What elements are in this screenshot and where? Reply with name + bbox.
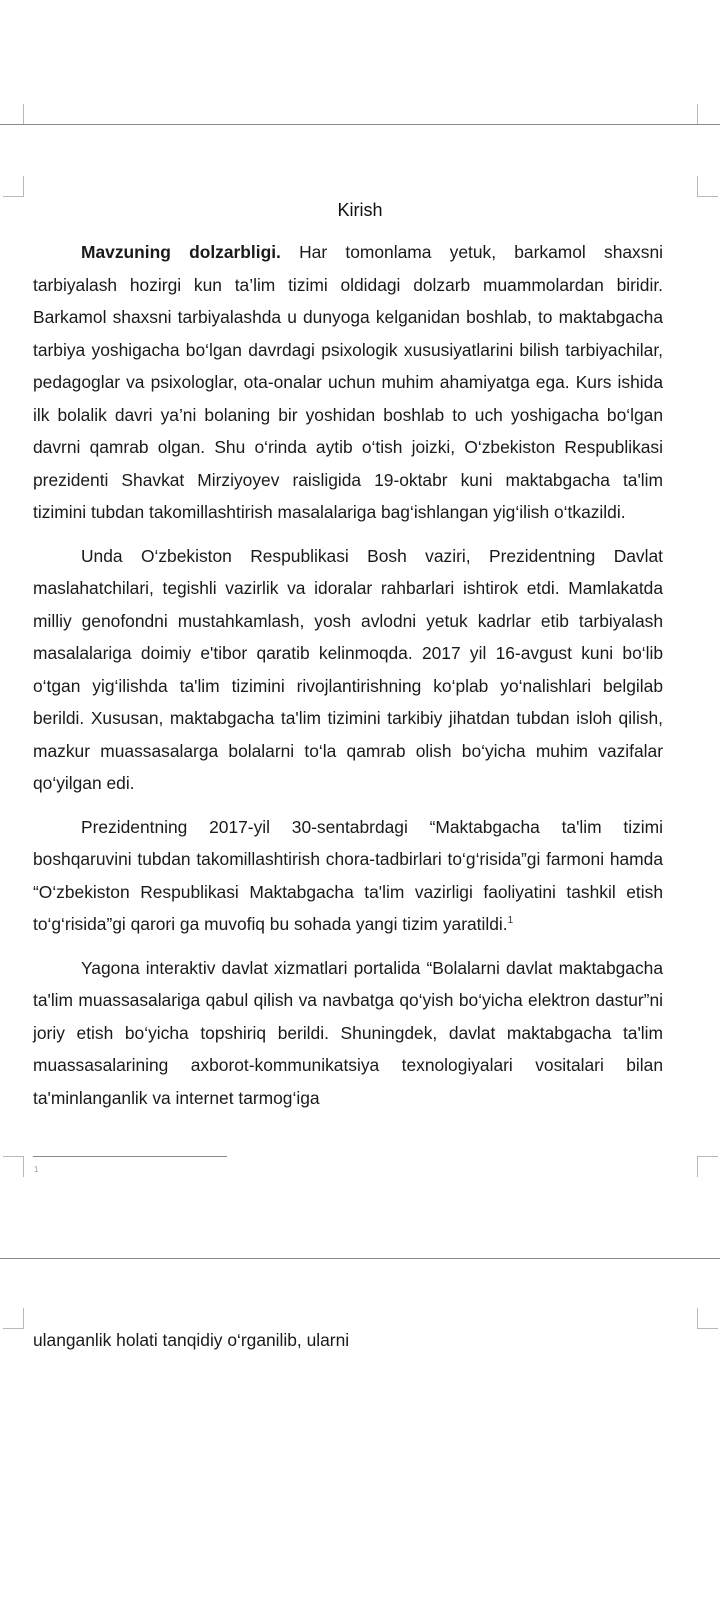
crop-mark-bottom-right	[697, 1156, 718, 1177]
footnote-reference[interactable]: 1	[507, 915, 514, 927]
crop-mark-top-left	[3, 104, 24, 125]
page-top-border	[0, 124, 720, 125]
crop-mark-page2-right	[697, 1308, 718, 1329]
crop-mark-bottom-left	[3, 1156, 24, 1177]
footnote-separator	[33, 1156, 227, 1157]
paragraph-text: Har tomonlama yetuk, barkamol shaxsni tarbiyalash hozirgi kun ta’lim tizimi oldidagi dolzarb muammolardan biridir. Barkamol shaxsni tarbiyalashda u dunyoga kelganidan boshlab, to maktabgacha tarbiya yoshigacha bo‘lgan davrdagi psixologik xususiyatlarini bilish tarbiyachilar, pedagoglar va psixologlar, ota-onalar uchun muhim ahamiyatga ega. Kurs ishida ilk bolalik davri ya’ni bolaning bir yoshidan boshlab to uch yoshigacha bo‘lgan davrni qamrab olgan. Shu o‘rinda aytib o‘tish joizki, O‘zbekiston Respublikasi prezidenti Shavkat Mirziyoyev raisligida 19-oktabr kuni maktabgacha ta'lim tizimini tubdan takomillashtirish masalalariga bag‘ishlangan yig‘ilish o‘tkazildi.	[33, 242, 663, 522]
document-title: Kirish	[337, 200, 383, 220]
paragraph-lead: Mavzuning dolzarbligi.	[81, 242, 281, 262]
paragraph-text: Unda O‘zbekiston Respublikasi Bosh vaziri, Prezidentning Davlat maslahatchilari, tegishli vazirlik va idoralar rahbarlari ishtirok etdi. Mamlakatda milliy genofondni mustahkamlash, yosh avlodni yetuk kadrlar etib tarbiyalash masalalariga doimiy e'tibor qaratib kelinmoqda. 2017 yil 16-avgust kuni bo‘lib o‘tgan yig‘ilishda ta'lim tizimini rivojlantirishning ko‘plab yo‘nalishlari belgilab berildi. Xususan, maktabgacha ta'lim tizimini tarkibiy jihatdan tubdan isloh qilish, mazkur muassasalarga bolalarni to‘la qamrab olish bo‘yicha muhim vazifalar qo‘yilgan edi.	[33, 545, 663, 793]
paragraph-1	[33, 236, 663, 529]
paragraph-4	[33, 952, 663, 1115]
document-body	[33, 236, 663, 1124]
crop-mark-right	[697, 176, 718, 197]
paragraph-text: Prezidentning 2017-yil 30-sentabrdagi “Maktabgacha ta'lim tizimi boshqaruvini tubdan takomillashtirish chora-tadbirlari to‘g‘risida”gi farmoni hamda “O‘zbekiston Respublikasi Maktabgacha ta'lim vazirligi faoliyatini tashkil etish to‘g‘risida”gi qarori ga muvofiq bu sohada yangi tizim yaratildi.	[33, 816, 663, 934]
crop-mark-top-right	[697, 104, 718, 125]
paragraph-3	[33, 811, 663, 941]
paragraph-text: Yagona interaktiv davlat xizmatlari portalida “Bolalarni davlat maktabgacha ta'lim muassasalariga qabul qilish va navbatga qo‘yish bo‘yicha elektron dastur”ni joriy etish bo‘yicha topshiriq berildi. Shuningdek, davlat maktabgacha ta'lim muassasalarining axborot-kommunikatsiya texnologiyalari vositalari bilan ta'minlanganlik va internet tarmog‘iga	[33, 957, 663, 1108]
page2-continuation-text: ulanganlik holati tanqidiy o‘rganilib, ularni	[33, 1330, 350, 1350]
crop-mark-left	[3, 176, 24, 197]
footnote-number: 1	[34, 1165, 39, 1174]
page-break-line	[0, 1258, 720, 1259]
crop-mark-page2-left	[3, 1308, 24, 1329]
paragraph-2	[33, 540, 663, 800]
